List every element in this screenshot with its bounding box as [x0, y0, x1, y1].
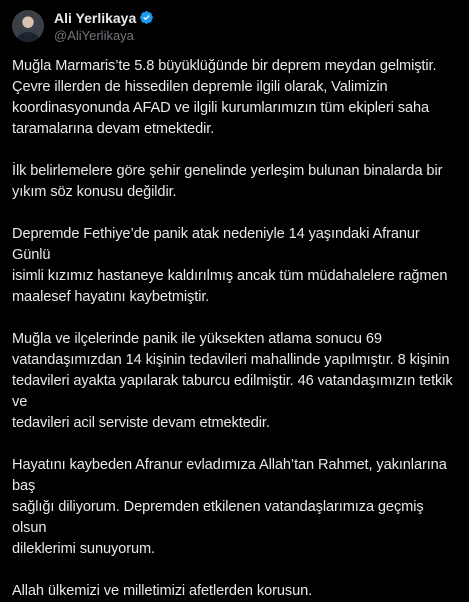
- author-info: [54, 9, 154, 44]
- tweet-paragraph: Depremde Fethiye’de panik atak nedeniyle 14 yaşındaki Afranur Günlü isimli kızımız hastaneye kaldırılmış ancak tüm müdahalelere rağmen maalesef hayatını kaybetmiştir.: [12, 226, 448, 305]
- tweet-paragraph: Muğla Marmaris’te 5.8 büyüklüğünde bir deprem meydan gelmiştir. Çevre illerden de hissedilen depremle ilgili olarak, Valimizin koordinasyonunda AFAD ve ilgili kurumlarımızın tüm ekipleri saha taramalarına devam etmektedir.: [12, 58, 437, 137]
- tweet-paragraph: Hayatını kaybeden Afranur evladımıza Allah’tan Rahmet, yakınlarına baş sağlığı diliyorum. Depremden etkilenen vatandaşlarımıza geçmiş olsun dileklerimi sunuyorum.: [12, 457, 447, 557]
- tweet-paragraph: Muğla ve ilçelerinde panik ile yüksekten atlama sonucu 69 vatandaşımızdan 14 kişinin tedavileri mahallinde yapılmıştır. 8 kişinin tedavileri ayakta yapılarak taburcu edilmiştir. 46 vatandaşımızın tetkik ve tedavileri acil serviste devam etmektedir.: [12, 331, 453, 431]
- tweet-paragraph: İlk belirlemelere göre şehir genelinde yerleşim bulunan binalarda bir yıkım söz konusu değildir.: [12, 163, 443, 200]
- tweet-paragraph: Allah ülkemizi ve milletimizi afetlerden korusun.: [12, 583, 313, 599]
- name-row: [54, 9, 154, 27]
- tweet-header: [12, 8, 457, 44]
- author-display-name[interactable]: Ali Yerlikaya: [54, 9, 137, 26]
- verified-badge-icon: [139, 10, 154, 25]
- avatar[interactable]: [12, 10, 44, 42]
- tweet-body: [12, 56, 457, 602]
- author-handle[interactable]: @AliYerlikaya: [54, 27, 134, 43]
